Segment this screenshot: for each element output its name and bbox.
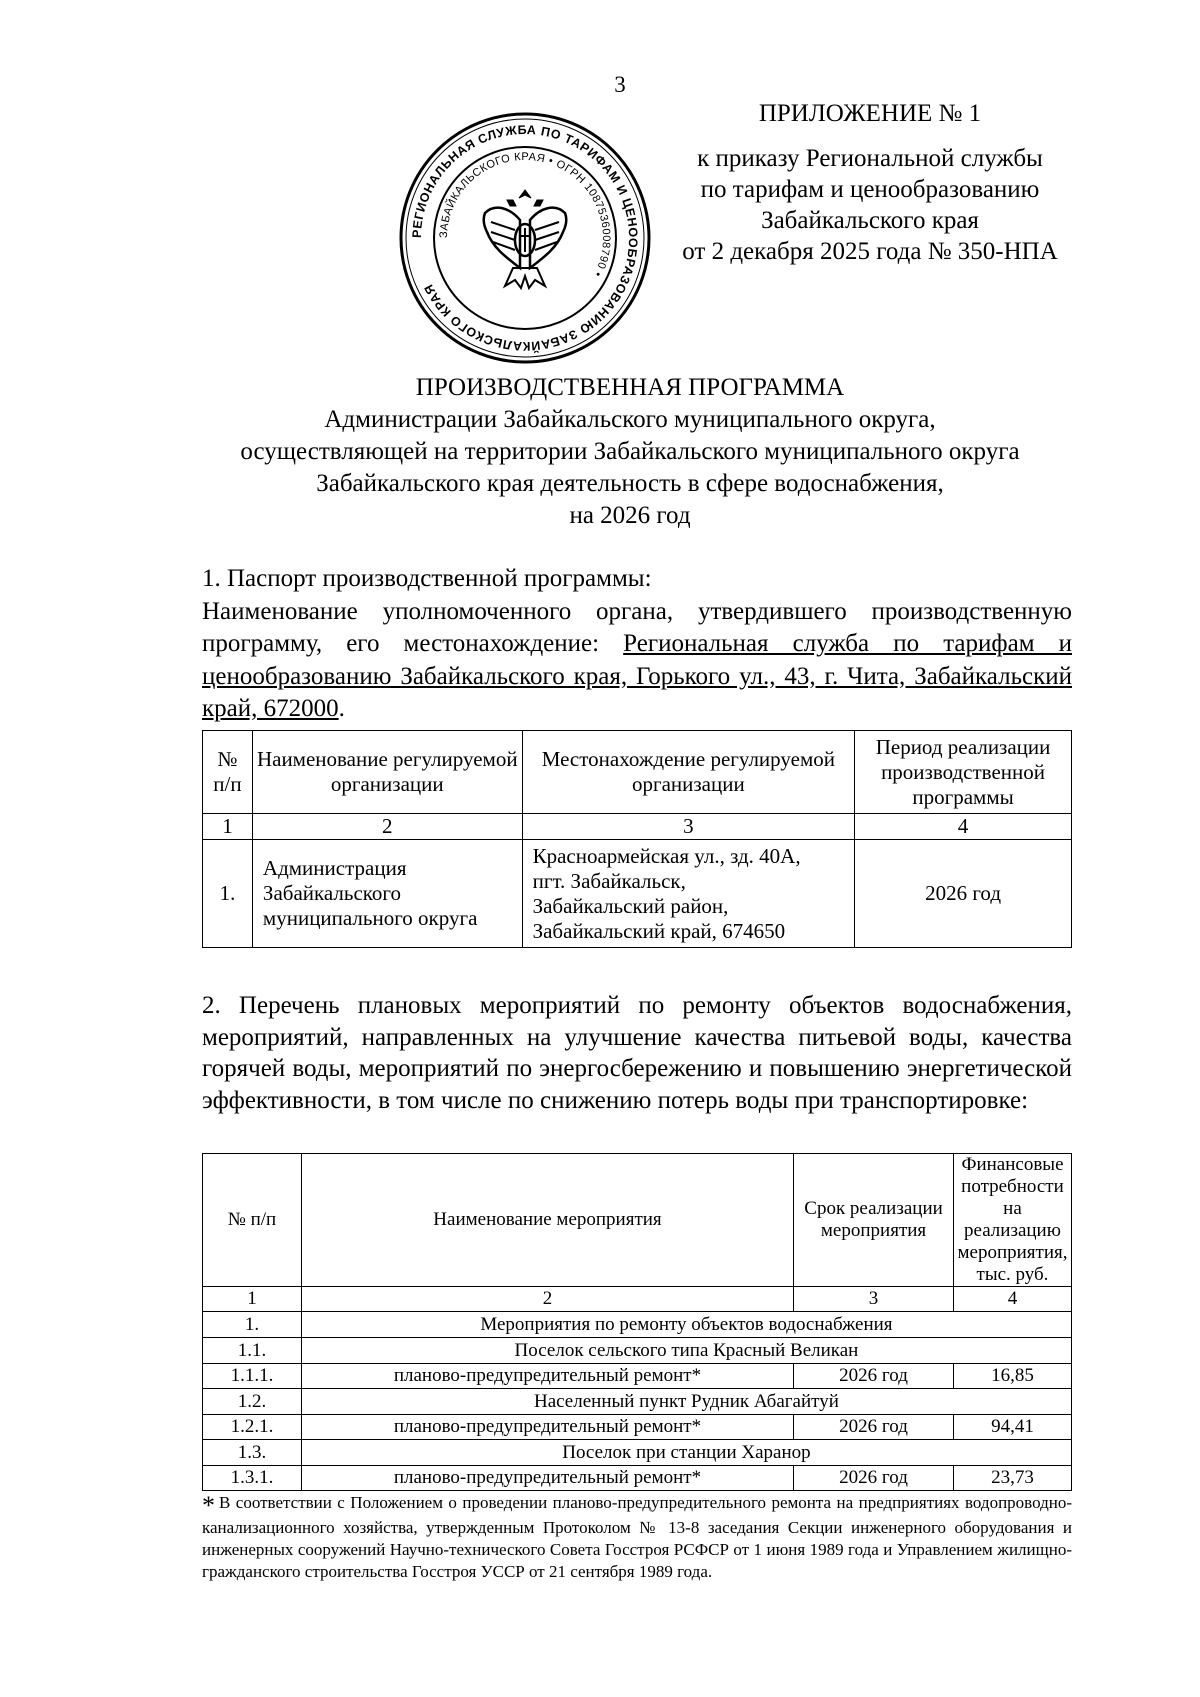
row-num: 1.2.1. <box>203 1415 302 1440</box>
col-header-address: Местонахождение регулируемой организации <box>522 731 855 814</box>
passport-table <box>202 730 1072 948</box>
address-line: Забайкальский край, 674650 <box>532 918 786 943</box>
seal-inner-text: ЗАБАЙКАЛЬСКОГО КРАЯ • ОГРН 1087536008790 • <box>437 150 613 279</box>
org-address <box>522 840 855 948</box>
annex-line: к приказу Региональной службы <box>697 145 1043 172</box>
table-header-row <box>203 1154 1072 1287</box>
section-2-heading: 2. Перечень плановых мероприятий по ремонту объектов водоснабжения, мероприятий, направленных на улучшение качества питьевой воды, качества горячей воды, мероприятий по энергосбережению и повышению энергетической эффективности, в том числе по снижению потерь воды при транспортировке: <box>202 992 1072 1114</box>
eagle-emblem-icon <box>484 190 567 288</box>
section-1-end: . <box>338 695 345 722</box>
row-settlement: Поселок при станции Харанор <box>301 1440 1071 1466</box>
annex-line: от 2 декабря 2025 года № 350-НПА <box>682 238 1058 265</box>
table-row <box>203 840 1072 948</box>
table-row <box>203 1466 1072 1491</box>
table-row <box>203 1415 1072 1440</box>
row-cost: 94,41 <box>953 1415 1071 1440</box>
program-subtitle-line: Забайкальского края деятельность в сфере водоснабжения, <box>316 470 944 497</box>
row-cost: 23,73 <box>953 1466 1071 1491</box>
row-measure: планово-предупредительный ремонт* <box>301 1415 793 1440</box>
annex-title: ПРИЛОЖЕНИЕ № 1 <box>758 100 982 127</box>
program-subtitle-line: на 2026 год <box>569 502 691 529</box>
footnote-text: В соответствии с Положением о проведении планово-предупредительного ремонта на предприятиях водопроводно-канализационного хозяйства, утвержденным Протоколом № 13-8 заседания Секции инженерного оборудования и инженерных сооружений Научно-технического Совета Госстроя РСФСР от 1 июня 1989 года и Управлением жилищно-гражданского строительства Госстроя УССР от 21 сентября 1989 года. <box>202 1493 1072 1581</box>
annex-line: по тарифам и ценообразованию <box>700 176 1040 203</box>
row-term: 2026 год <box>794 1415 954 1440</box>
address-line: Забайкальский район, <box>532 893 729 918</box>
col-header-period: Период реализации производственной программы <box>855 731 1072 814</box>
col-number: 1 <box>203 814 253 840</box>
address-line: пгт. Забайкальск, <box>532 868 686 893</box>
section-1-heading: 1. Паспорт производственной программы: <box>202 565 652 592</box>
official-seal-stamp <box>395 108 655 368</box>
program-subtitle-line: Администрации Забайкальского муниципального округа, <box>324 406 936 433</box>
program-period: 2026 год <box>855 840 1072 948</box>
table-row-subsection <box>203 1338 1072 1364</box>
footnote <box>202 1492 1072 1583</box>
row-num: 1.1. <box>203 1338 302 1364</box>
program-title-block <box>180 372 1080 532</box>
col-header-num: № п/п <box>203 1154 302 1287</box>
col-number: 4 <box>953 1287 1071 1312</box>
row-measure: планово-предупредительный ремонт* <box>301 1364 793 1389</box>
row-num: 1.2. <box>203 1389 302 1415</box>
program-subtitle-line: осуществляющей на территории Забайкальского муниципального округа <box>240 438 1020 465</box>
program-title: ПРОИЗВОДСТВЕННАЯ ПРОГРАММА <box>415 374 845 401</box>
row-settlement: Поселок сельского типа Красный Великан <box>301 1338 1071 1364</box>
col-number: 3 <box>522 814 855 840</box>
row-num: 1. <box>203 840 253 948</box>
col-number: 3 <box>794 1287 954 1312</box>
col-header-term: Срок реализации мероприятия <box>794 1154 954 1287</box>
row-cost: 16,85 <box>953 1364 1071 1389</box>
column-number-row <box>203 1287 1072 1312</box>
col-number: 2 <box>252 814 522 840</box>
org-name: Администрация Забайкальского муниципального округа <box>252 840 522 948</box>
footnote-mark: * <box>202 1491 215 1520</box>
authority-address: Региональная служба по тарифам и ценообразованию Забайкальского края, Горького ул., 43, г. Чита, Забайкальский край, 672000 <box>202 630 1072 722</box>
table-header-row <box>203 731 1072 814</box>
row-term: 2026 год <box>794 1364 954 1389</box>
col-header-num: № п/п <box>203 731 253 814</box>
table-row-subsection <box>203 1440 1072 1466</box>
row-measure: планово-предупредительный ремонт* <box>301 1466 793 1491</box>
row-num: 1. <box>203 1312 302 1338</box>
address-line: Красноармейская ул., зд. 40А, <box>532 843 801 868</box>
col-header-measure: Наименование мероприятия <box>301 1154 793 1287</box>
annex-line: Забайкальского края <box>761 207 979 234</box>
annex-header <box>660 98 1080 267</box>
row-num: 1.1.1. <box>203 1364 302 1389</box>
column-number-row <box>203 814 1072 840</box>
measures-table <box>202 1153 1072 1491</box>
page-number: 3 <box>614 72 626 97</box>
table-row-section <box>203 1312 1072 1338</box>
row-term: 2026 год <box>794 1466 954 1491</box>
row-settlement: Населенный пункт Рудник Абагайтуй <box>301 1389 1071 1415</box>
row-num: 1.3. <box>203 1440 302 1466</box>
table-row <box>203 1364 1072 1389</box>
table-row-subsection <box>203 1389 1072 1415</box>
row-section-title: Мероприятия по ремонту объектов водоснабжения <box>301 1312 1071 1338</box>
section-1 <box>202 563 1072 726</box>
col-number: 2 <box>301 1287 793 1312</box>
col-header-org: Наименование регулируемой организации <box>252 731 522 814</box>
col-header-cost: Финансовые потребности на реализацию мероприятия, тыс. руб. <box>953 1154 1071 1287</box>
col-number: 1 <box>203 1287 302 1312</box>
col-number: 4 <box>855 814 1072 840</box>
section-1-text <box>202 596 1072 726</box>
row-num: 1.3.1. <box>203 1466 302 1491</box>
section-1-body: Наименование уполномоченного органа, утвердившего производственную программу, его местонахождение: <box>202 597 1072 657</box>
seal-outer-text: РЕГИОНАЛЬНАЯ СЛУЖБА ПО ТАРИФАМ И ЦЕНООБРАЗОВАНИЮ ЗАБАЙКАЛЬСКОГО КРАЯ <box>409 122 641 354</box>
